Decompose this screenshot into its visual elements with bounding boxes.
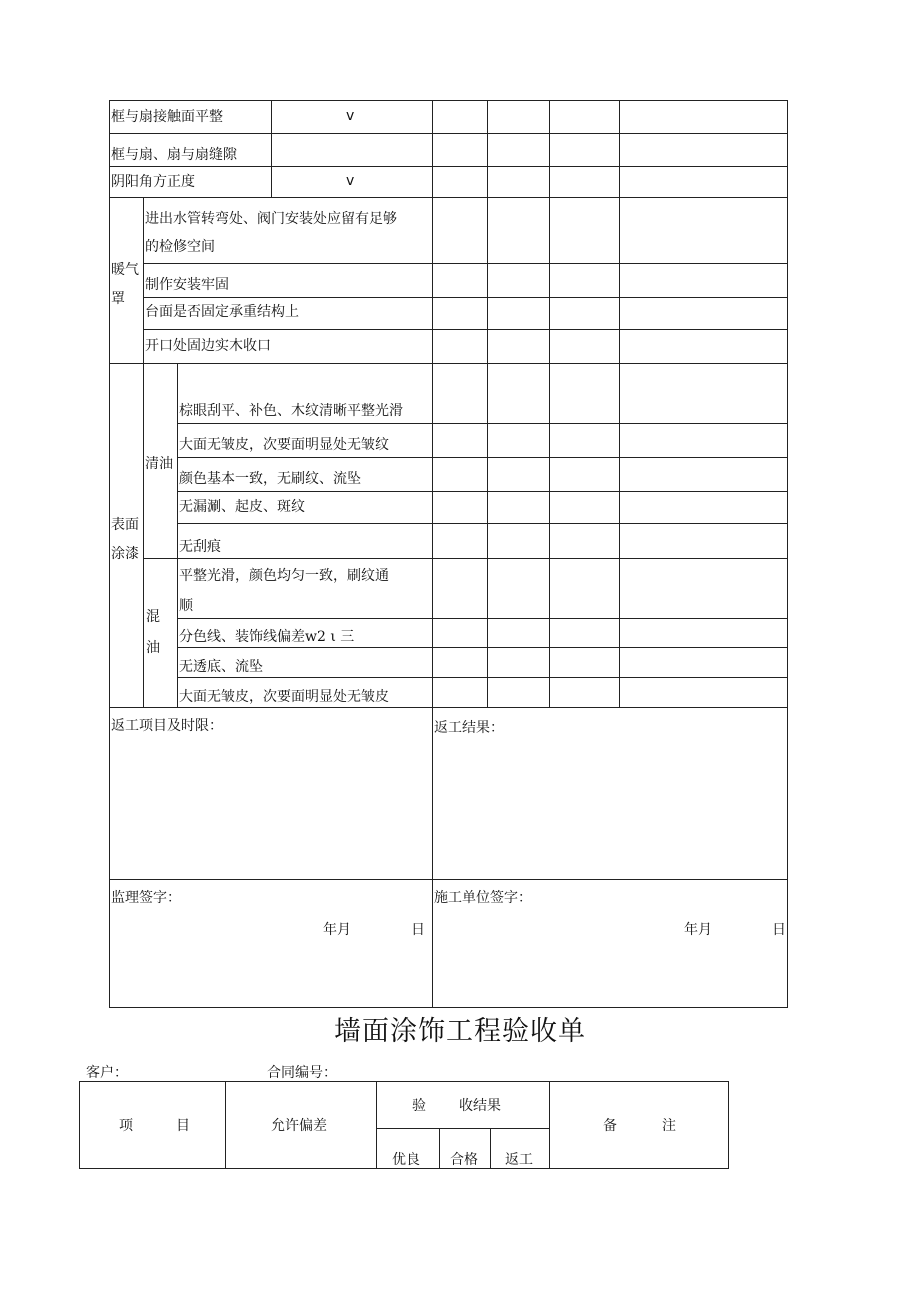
table-line [487,100,488,708]
contractor-sign-label: 施工单位签字： [434,890,532,906]
table-line [109,133,788,134]
header-result: 收结果 [459,1098,501,1114]
table-line [432,100,433,1008]
row-label: 棕眼刮平、补色、木纹清晰平整光滑 [179,403,403,419]
group-label-heating-cover: 暖气 [111,262,139,278]
table-line [79,1081,80,1169]
form-title: 墙面涂饰工程验收单 [334,1016,586,1047]
check-mark: v [346,108,355,124]
row-label: 大面无皱皮，次要面明显处无皱纹 [179,437,389,453]
header-rework: 返工 [505,1152,533,1168]
row-label: 无透底、流坠 [179,659,263,675]
header-tolerance: 允许偏差 [271,1118,327,1134]
supervisor-date-year-month: 年月 [323,922,351,938]
header-result: 验 [412,1098,426,1114]
table-line [143,263,788,264]
group-label-heating-cover: 罩 [111,291,125,307]
rework-items-label: 返工项目及时限： [111,718,223,734]
row-label: 无漏涮、起皮、斑纹 [179,499,305,515]
table-line [177,491,788,492]
table-line [177,423,788,424]
table-line [225,1081,226,1169]
table-line [177,457,788,458]
table-line [109,100,788,101]
table-line [177,677,788,678]
header-pass: 合格 [450,1152,478,1168]
row-label: 台面是否固定承重结构上 [145,304,299,320]
table-line [109,197,788,198]
contractor-date-day: 日 [772,922,786,938]
row-label: 开口处固边实木收口 [145,338,271,354]
table-line [109,707,788,708]
table-line [549,1081,550,1169]
table-line [143,329,788,330]
table-line [109,166,788,167]
table-line [177,618,788,619]
supervisor-sign-label: 监理签字： [111,890,181,906]
table-line [109,1007,788,1008]
table-line [787,100,788,1008]
table-line [143,297,788,298]
supervisor-date-day: 日 [411,922,425,938]
row-label: 制作安装牢固 [145,277,229,293]
table-line [177,363,178,708]
row-label: 框与扇接触面平整 [111,109,223,125]
row-label: 顺 [179,598,193,614]
table-line [439,1128,440,1169]
row-label: 框与扇、扇与扇缝隙 [111,147,237,163]
table-line [490,1128,491,1169]
table-line [549,100,550,708]
row-label: 颜色基本一致，无刷纹、流坠 [179,471,361,487]
table-line [728,1081,729,1169]
header-remark: 备 [603,1118,617,1134]
table-line [79,1081,729,1082]
table-line [143,197,144,708]
customer-label: 客户： [86,1065,128,1081]
table-line [376,1128,550,1129]
contractor-date-year-month: 年月 [684,922,712,938]
subgroup-label-mixed-oil: 油 [146,640,160,656]
table-line [619,100,620,708]
row-label: 大面无皱皮，次要面明显处无皱皮 [179,689,389,705]
table-line [143,558,788,559]
row-label: 平整光滑，颜色均匀一致，刷纹通 [179,568,389,584]
row-label: 分色线、装饰线偏差w2 ι 三 [179,629,355,645]
row-label: 的检修空间 [145,239,215,255]
table-line [177,523,788,524]
subgroup-label-clear-oil: 清油 [145,456,173,472]
table-line [376,1081,377,1169]
row-label: 进出水管转弯处、阀门安装处应留有足够 [145,211,397,227]
rework-result-label: 返工结果： [434,720,504,736]
header-item: 项 [119,1118,133,1134]
header-remark: 注 [662,1118,676,1134]
table-line [177,647,788,648]
table-line [109,363,788,364]
row-label: 阴阳角方正度 [111,174,195,190]
table-line [109,100,110,1008]
check-mark: v [346,173,355,189]
subgroup-label-mixed-oil: 混 [146,609,160,625]
contract-number-label: 合同编号： [267,1065,337,1081]
header-excellent: 优良 [392,1152,420,1168]
group-label-surface-paint: 涂漆 [111,546,139,562]
table-line [271,100,272,198]
row-label: 无刮痕 [179,539,221,555]
header-item: 目 [176,1118,190,1134]
group-label-surface-paint: 表面 [111,517,139,533]
table-line [109,879,788,880]
